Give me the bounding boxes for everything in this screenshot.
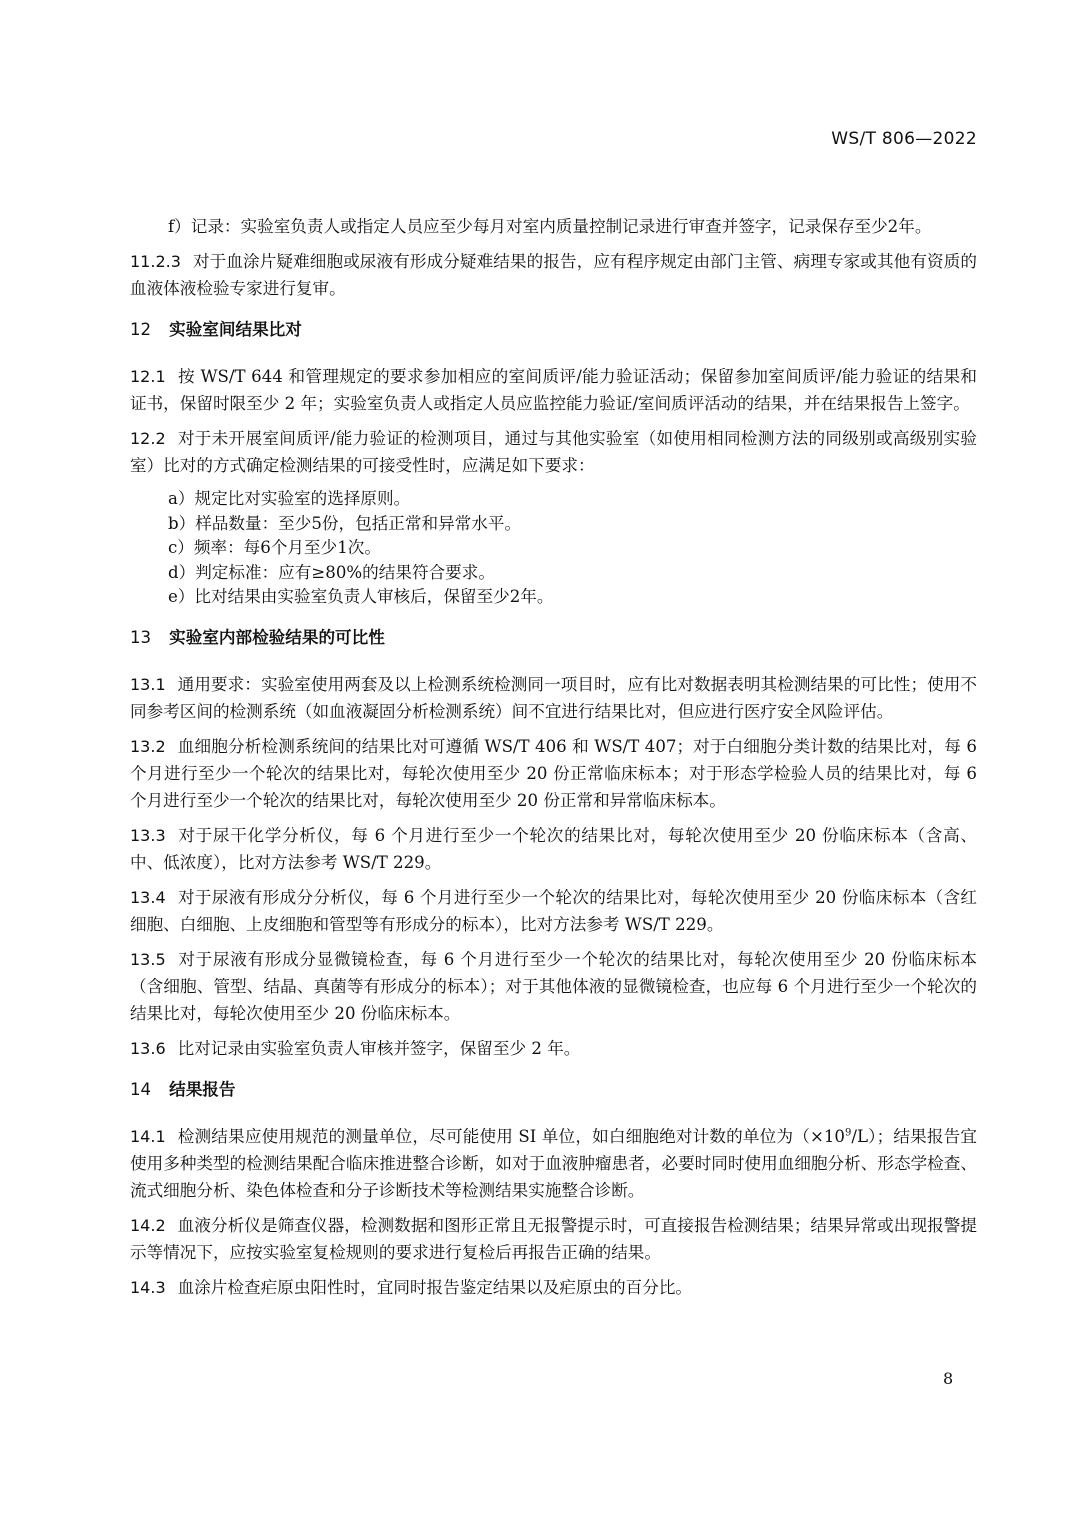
clause-12-2: [130, 425, 977, 479]
clause-number: 14.2: [130, 1215, 166, 1235]
section-heading-13: [130, 624, 977, 651]
document-body: [130, 213, 977, 1309]
clause-number: 11.2.3: [130, 252, 181, 271]
clause-text: 按 WS/T 644 和管理规定的要求参加相应的室间质评/能力验证活动；保留参加室间质评/能力验证的结果和证书，保留时限至少 2 年；实验室负责人或指定人员应监控能力验证/室间质评活动的结果，并在结果报告上签字。: [130, 367, 977, 413]
section-heading-12: [130, 316, 977, 343]
clause-number: 13.2: [130, 736, 166, 756]
list-item: d）判定标准：应有≥80%的结果符合要求。: [168, 562, 495, 582]
clause-text: 检测结果应使用规范的测量单位，尽可能使用 SI 单位，如白细胞绝对计数的单位为（×10: [177, 1126, 845, 1146]
clause-13-2: [130, 733, 977, 814]
list-item: c）频率：每6个月至少1次。: [168, 538, 381, 557]
section-number: 13: [130, 627, 152, 647]
clause-14-3: [130, 1274, 977, 1301]
clause-text: 通用要求：实验室使用两套及以上检测系统检测同一项目时，应有比对数据表明其检测结果的可比性；使用不同参考区间的检测系统（如血液凝固分析检测系统）间不宜进行结果比对，但应进行医疗安全风险评估。: [130, 674, 977, 721]
clause-text: 血涂片检查疟原虫阳性时，宜同时报告鉴定结果以及疟原虫的百分比。: [177, 1277, 693, 1297]
requirements-list: [168, 487, 977, 610]
clause-number: 12.1: [130, 367, 166, 386]
section-title: 结果报告: [169, 1079, 236, 1099]
clause-number: 13.6: [130, 1038, 166, 1058]
clause-text: 对于尿液有形成分分析仪，每 6 个月进行至少一个轮次的结果比对，每轮次使用至少 20 份临床标本（含红细胞、白细胞、上皮细胞和管型等有形成分的标本），比对方法参考 WS/T 229。: [130, 887, 977, 934]
clause-number: 12.2: [130, 429, 166, 448]
clause-text: 比对记录由实验室负责人审核并签字，保留至少 2 年。: [177, 1038, 581, 1058]
clause-13-4: [130, 884, 977, 938]
clause-text: 血细胞分析检测系统间的结果比对可遵循 WS/T 406 和 WS/T 407；对于白细胞分类计数的结果比对，每 6 个月进行至少一个轮次的结果比对，每轮次使用至少 20 份正常临床标本；对于形态学检验人员的结果比对，每 6 个月进行至少一个轮次的结果比对，每轮次使用至少 20 份正常和异常临床标本。: [130, 736, 977, 810]
list-item: e）比对结果由实验室负责人审核后，保留至少2年。: [168, 587, 554, 606]
clause-13-3: [130, 822, 977, 876]
clause-text: 对于尿干化学分析仪，每 6 个月进行至少一个轮次的结果比对，每轮次使用至少 20 份临床标本（含高、中、低浓度），比对方法参考 WS/T 229。: [130, 825, 977, 872]
clause-text: 血液分析仪是筛查仪器，检测数据和图形正常且无报警提示时，可直接报告检测结果；结果异常或出现报警提示等情况下，应按实验室复检规则的要求进行复检后再报告正确的结果。: [130, 1215, 977, 1262]
clause-number: 13.4: [130, 887, 166, 907]
clause-number: 13.3: [130, 825, 166, 845]
clause-14-2: [130, 1212, 977, 1266]
clause-text: 对于血涂片疑难细胞或尿液有形成分疑难结果的报告，应有程序规定由部门主管、病理专家或其他有资质的血液体液检验专家进行复审。: [130, 252, 977, 298]
clause-11-2-3: [130, 248, 977, 302]
clause-text: 对于尿液有形成分显微镜检查，每 6 个月进行至少一个轮次的结果比对，每轮次使用至少 20 份临床标本（含细胞、管型、结晶、真菌等有形成分的标本）；对于其他体液的显微镜检查，也应每 6 个月进行至少一个轮次的结果比对，每轮次使用至少 20 份临床标本。: [130, 949, 977, 1023]
clause-text-continued: /L）；结果报告宜使用多种类型的检测结果配合临床推进整合诊断，如对于血液肿瘤患者，必要时同时使用血细胞分析、形态学检查、流式细胞分析、染色体检查和分子诊断技术等检测结果实施整合诊断。: [130, 1126, 977, 1200]
clause-12-1: [130, 363, 977, 417]
page-number: 8: [943, 1369, 954, 1388]
clause-13-5: [130, 946, 977, 1027]
clause-number: 14.1: [130, 1126, 166, 1146]
clause-text: 对于未开展室间质评/能力验证的检测项目，通过与其他实验室（如使用相同检测方法的同级别或高级别实验室）比对的方式确定检测结果的可接受性时，应满足如下要求：: [130, 429, 977, 475]
section-heading-14: [130, 1076, 977, 1103]
paragraph-f-records: f）记录：实验室负责人或指定人员应至少每月对室内质量控制记录进行审查并签字，记录保存至少2年。: [168, 217, 932, 236]
clause-13-1: [130, 671, 977, 725]
clause-13-6: [130, 1035, 977, 1062]
document-code: WS/T 806—2022: [831, 129, 977, 149]
clause-number: 13.5: [130, 949, 166, 969]
superscript-exponent: 9: [844, 1126, 852, 1138]
section-title: 实验室间结果比对: [169, 320, 302, 339]
clause-number: 14.3: [130, 1277, 166, 1297]
clause-14-1: [130, 1123, 977, 1204]
section-number: 12: [130, 320, 152, 339]
list-item: a）规定比对实验室的选择原则。: [168, 489, 411, 508]
clause-number: 13.1: [130, 674, 166, 694]
section-number: 14: [130, 1079, 152, 1099]
list-item: b）样品数量：至少5份，包括正常和异常水平。: [168, 513, 522, 533]
section-title: 实验室内部检验结果的可比性: [169, 627, 385, 647]
